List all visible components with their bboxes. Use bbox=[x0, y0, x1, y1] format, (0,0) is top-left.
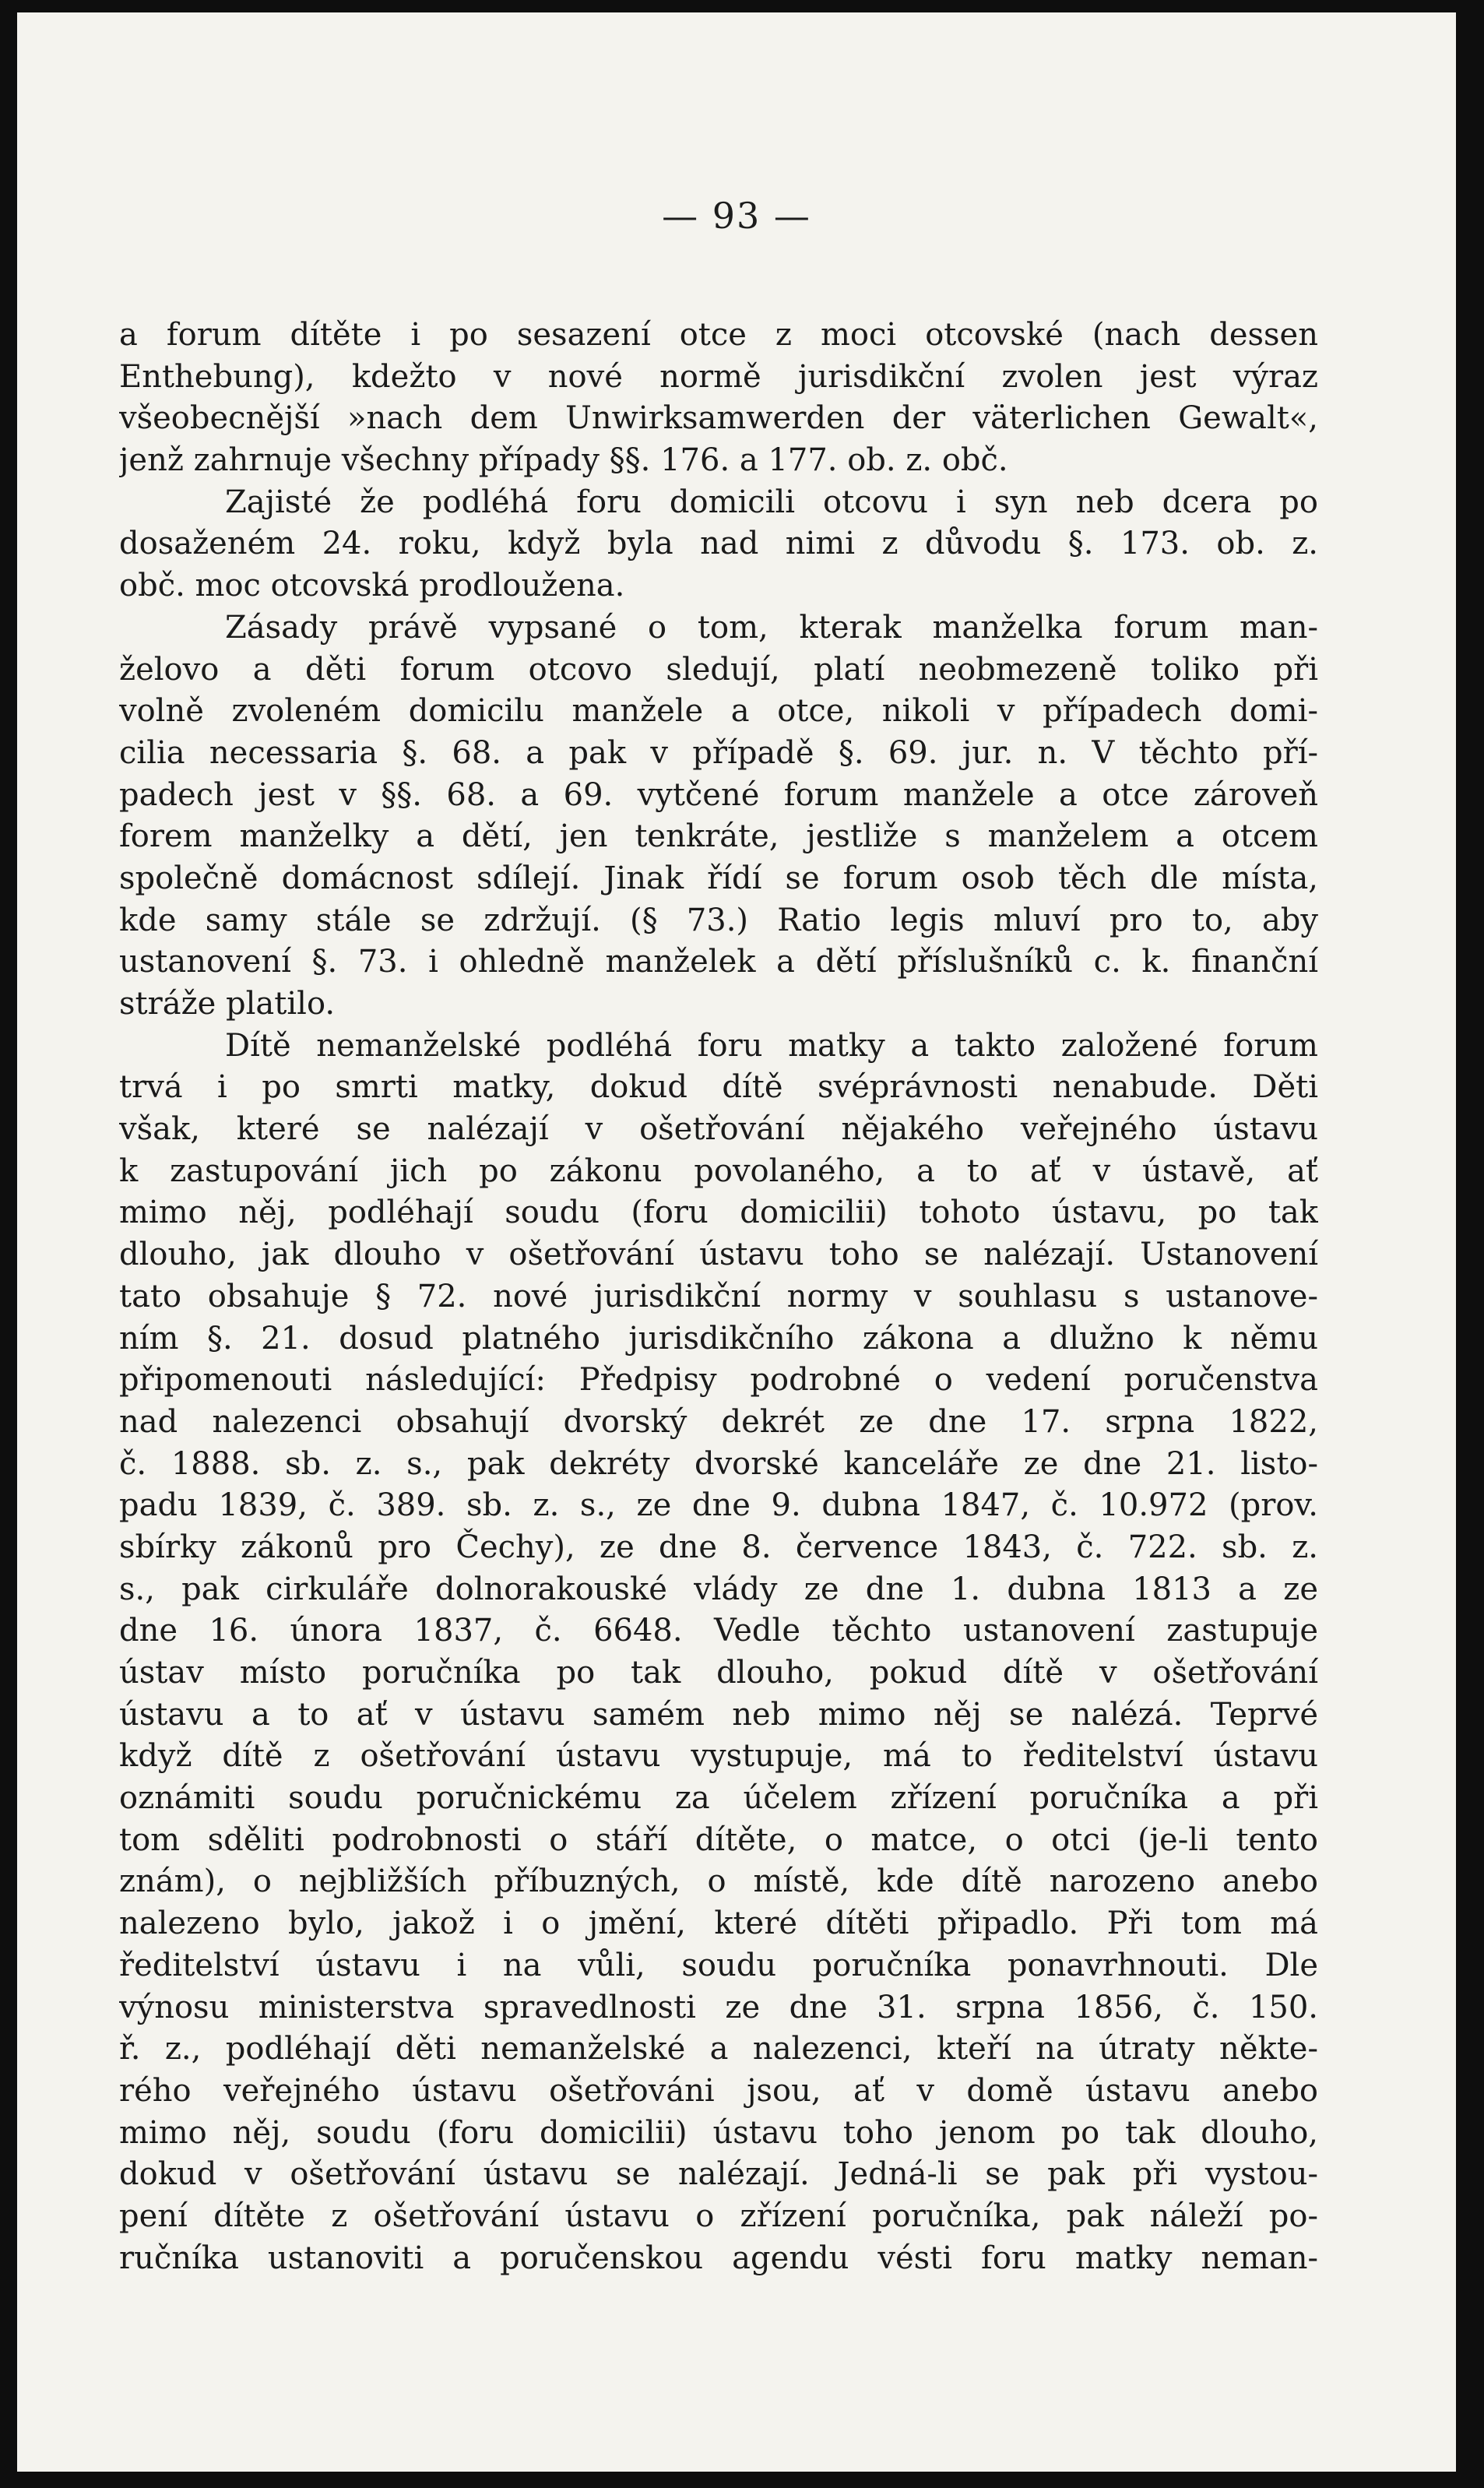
text-line: ředitelství ústavu i na vůli, soudu poručníka ponavrhnouti. Dle bbox=[119, 1947, 1318, 1983]
text-line: ústavu a to ať v ústavu samém neb mimo něj se nalézá. Teprvé bbox=[119, 1696, 1318, 1733]
text-line: volně zvoleném domicilu manžele a otce, nikoli v případech domi- bbox=[119, 693, 1318, 730]
text-line: želovo a děti forum otcovo sledují, platí neobmezeně toliko při bbox=[119, 651, 1318, 688]
text-line: sbírky zákonů pro Čechy), ze dne 8. července 1843, č. 722. sb. z. bbox=[119, 1529, 1318, 1565]
text-line: ř. z., podléhají děti nemanželské a nalezenci, kteří na útraty někte- bbox=[119, 2031, 1318, 2067]
text-line: kde samy stále se zdržují. (§ 73.) Ratio legis mluví pro to, aby bbox=[119, 902, 1318, 938]
text-line: padu 1839, č. 389. sb. z. s., ze dne 9. dubna 1847, č. 10.972 (prov. bbox=[119, 1487, 1318, 1524]
text-line: padech jest v §§. 68. a 69. vytčené forum manžele a otce zároveň bbox=[119, 776, 1318, 813]
text-line: dne 16. února 1837, č. 6648. Vedle těchto ustanovení zastupuje bbox=[119, 1613, 1318, 1649]
text-line: stráže platilo. bbox=[119, 986, 336, 1022]
text-line: Zásady právě vypsané o tom, kterak manželka forum man- bbox=[225, 609, 1318, 646]
text-line: mimo něj, podléhají soudu (foru domicilii) tohoto ústavu, po tak bbox=[119, 1195, 1318, 1231]
text-line: s., pak cirkuláře dolnorakouské vlády ze dne 1. dubna 1813 a ze bbox=[119, 1571, 1318, 1607]
text-line: trvá i po smrti matky, dokud dítě svéprávnosti nenabude. Děti bbox=[119, 1069, 1318, 1106]
text-line: však, které se nalézají v ošetřování nějakého veřejného ústavu bbox=[119, 1111, 1318, 1148]
text-line: dokud v ošetřování ústavu se nalézají. Jedná-li se pak při vystou- bbox=[119, 2156, 1318, 2193]
text-line: nalezeno bylo, jakož i o jmění, které dítěti připadlo. Při tom má bbox=[119, 1906, 1318, 1942]
text-line: Enthebung), kdežto v nové normě jurisdikční zvolen jest výraz bbox=[119, 358, 1318, 395]
text-line: společně domácnost sdílejí. Jinak řídí se forum osob těch dle místa, bbox=[119, 860, 1318, 896]
text-line: nad nalezenci obsahují dvorský dekrét ze dne 17. srpna 1822, bbox=[119, 1403, 1318, 1440]
text-line: k zastupování jich po zákonu povolaného, a to ať v ústavě, ať bbox=[119, 1153, 1318, 1189]
text-line: připomenouti následující: Předpisy podrobné o vedení poručenstva bbox=[119, 1362, 1318, 1399]
text-line: forem manželky a dětí, jen tenkráte, jestliže s manželem a otcem bbox=[119, 818, 1318, 855]
text-line: když dítě z ošetřování ústavu vystupuje, má to ředitelství ústavu bbox=[119, 1738, 1318, 1775]
text-line: pení dítěte z ošetřování ústavu o zřízení poručníka, pak náleží po- bbox=[119, 2198, 1318, 2234]
text-line: dlouho, jak dlouho v ošetřování ústavu toho se nalézají. Ustanovení bbox=[119, 1237, 1318, 1273]
text-line: ručníka ustanoviti a poručenskou agendu vésti foru matky neman- bbox=[119, 2240, 1318, 2276]
text-line: Zajisté že podléhá foru domicili otcovu i syn neb dcera po bbox=[225, 484, 1318, 520]
text-line: Dítě nemanželské podléhá foru matky a takto založené forum bbox=[225, 1027, 1318, 1064]
text-line: jenž zahrnuje všechny případy §§. 176. a 177. ob. z. obč. bbox=[119, 442, 1008, 479]
text-line: tom sděliti podrobnosti o stáří dítěte, o matce, o otci (je-li tento bbox=[119, 1821, 1318, 1858]
text-line: všeobecnější »nach dem Unwirksamwerden der väterlichen Gewalt«, bbox=[119, 400, 1318, 437]
page-number: — 93 — bbox=[662, 195, 811, 237]
text-line: oznámiti soudu poručnickému za účelem zřízení poručníka a při bbox=[119, 1780, 1318, 1817]
text-line: mimo něj, soudu (foru domicilii) ústavu toho jenom po tak dlouho, bbox=[119, 2114, 1318, 2151]
text-line: ustanovení §. 73. i ohledně manželek a dětí příslušníků c. k. finanční bbox=[119, 944, 1318, 980]
text-line: ústav místo poručníka po tak dlouho, pokud dítě v ošetřování bbox=[119, 1655, 1318, 1691]
text-line: č. 1888. sb. z. s., pak dekréty dvorské kanceláře ze dne 21. listo- bbox=[119, 1445, 1318, 1482]
book-page bbox=[17, 12, 1456, 2472]
body-text bbox=[119, 315, 1318, 2279]
text-line: tato obsahuje § 72. nové jurisdikční normy v souhlasu s ustanove- bbox=[119, 1278, 1318, 1314]
text-line: a forum dítěte i po sesazení otce z moci otcovské (nach dessen bbox=[119, 317, 1318, 353]
text-line: výnosu ministerstva spravedlnosti ze dne 31. srpna 1856, č. 150. bbox=[119, 1989, 1318, 2025]
text-line: cilia necessaria §. 68. a pak v případě §. 69. jur. n. V těchto pří- bbox=[119, 734, 1318, 771]
text-line: znám), o nejbližších příbuzných, o místě, kde dítě narozeno anebo bbox=[119, 1863, 1318, 1900]
text-line: ním §. 21. dosud platného jurisdikčního zákona a dlužno k němu bbox=[119, 1320, 1318, 1357]
text-line: dosaženém 24. roku, když byla nad nimi z důvodu §. 173. ob. z. bbox=[119, 526, 1318, 562]
text-line: obč. moc otcovská prodloužena. bbox=[119, 568, 625, 604]
text-line: rého veřejného ústavu ošetřováni jsou, ať v domě ústavu anebo bbox=[119, 2072, 1318, 2109]
